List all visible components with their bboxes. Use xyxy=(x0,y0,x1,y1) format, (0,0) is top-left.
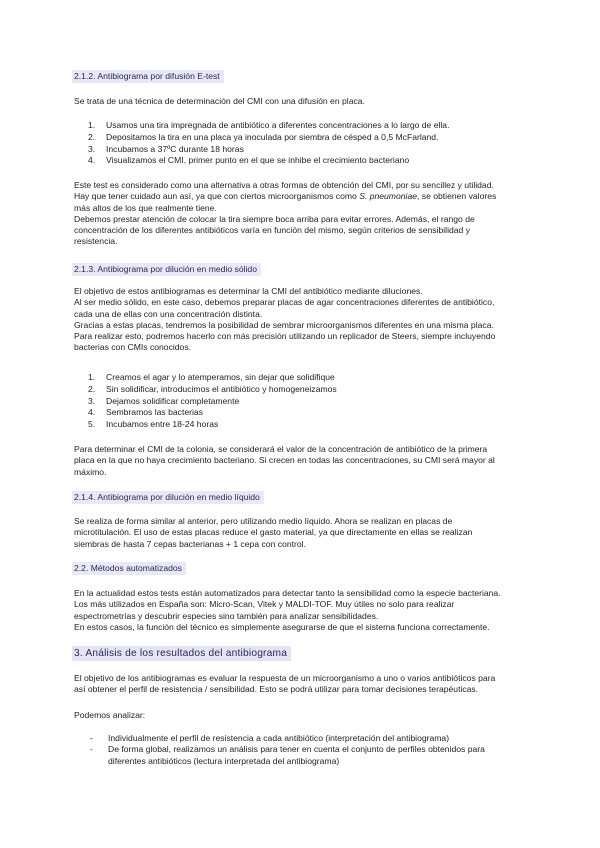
heading-analysis: 3. Análisis de los resultados del antibiograma xyxy=(72,646,291,661)
list-item: 4. Sembramos las bacterias xyxy=(88,407,203,418)
automated-paragraph: En la actualidad estos tests están automatizados para detectar tanto la sensibilidad como la especie bacteriana. Los más utilizados en España son: Micro-Scan, Vitek y MALDI-TOF. Muy útiles no solo para realizar espectrometrías y descubrir especies sino también para analizar sensibilidades. En estos casos, la función del técnico es simplemente asegurarse de que el sistema funciona correctamente. xyxy=(74,588,501,632)
analysis-bullets xyxy=(90,733,485,767)
list-item: 1. Creamos el agar y lo atemperamos, sin dejar que solidifique xyxy=(88,372,335,382)
analysis-lead: Podemos analizar: xyxy=(74,710,146,720)
heading-automated: 2.2. Métodos automatizados xyxy=(72,562,186,575)
list-item: 2. Sin solidificar, introducimos el antibiótico y homogeneizamos xyxy=(88,383,337,394)
list-item: 1. Usamos una tira impregnada de antibiótico a diferentes concentraciones a lo largo de ella. xyxy=(88,120,450,130)
etest-intro: Se trata de una técnica de determinación del CMI con una difusión en placa. xyxy=(74,96,365,106)
heading-etest: 2.1.2. Antibiograma por difusión E-test xyxy=(72,70,224,83)
solid-conclusion: Para determinar el CMI de la colonia, se considerará el valor de la concentración de antibiótico de la primera placa en la que no haya crecimiento bacteriano. Si crecen en todas las concentraciones, su CMI será mayor al máximo. xyxy=(74,444,495,477)
list-item: 2. Depositamos la tira en una placa ya inoculada por siembra de césped a 0,5 McFarland. xyxy=(88,131,439,142)
heading-solid: 2.1.3. Antibiograma por dilución en medio sólido xyxy=(72,263,261,276)
solid-steps xyxy=(88,372,337,431)
list-item: - Individualmente el perfil de resistencia a cada antibiótico (interpretación del antibiograma) xyxy=(90,733,450,743)
solid-paragraph: El objetivo de estos antibiogramas es determinar la CMI del antibiótico mediante diluciones. Al ser medio sólido, en este caso, debemos preparar placas de agar concentraciones diferentes de antibiótico, cada una de ellas con una concentración distinta. Gracias a estas placas, tendremos la posibilidad de sembrar microorganismos diferentes en una misma placa. Para realizar esto, podremos hacerlo con más precisión utilizando un replicador de Steers, siempre incluyendo bacterias con CMIs conocidos. xyxy=(74,286,496,353)
liquid-paragraph: Se realiza de forma similar al anterior, pero utilizando medio líquido. Ahora se realizan en placas de microtitulación. El uso de estas placas reduce el gasto material, ya que directamente en ellas se realizan siembras de hasta 7 cepas bacterianas + 1 cepa con control. xyxy=(74,516,473,549)
list-item: 5. Incubamos entre 18-24 horas xyxy=(88,419,219,430)
list-item: - De forma global, realizamos un análisis para tener en cuenta el conjunto de perfiles obtenidos para diferentes antibióticos (lectura interpretada del antibiograma) xyxy=(90,744,485,766)
list-item: 3. Incubamos a 37ºC durante 18 horas xyxy=(88,143,244,154)
list-item: 3. Dejamos solidificar completamente xyxy=(88,395,240,406)
heading-liquid: 2.1.4. Antibiograma por dilución en medio líquido xyxy=(72,491,264,504)
etest-paragraph: Este test es considerado como una alternativa a otras formas de obtención del CMI, por su sencillez y utilidad. Hay que tener cuidado aun así, ya que con ciertos microorganismos como S. pneumoniae, se obtienen valores más altos de los que realmente tiene. Debemos prestar atención de colocar la tira siempre boca arriba para evitar errores. Además, el rango de concentración de los diferentes antibióticos varía en función del mismo, según criterios de sensibilidad y resistencia. xyxy=(74,180,497,247)
etest-steps xyxy=(88,120,449,167)
list-item: 4. Visualizamos el CMI, primer punto en el que se inhibe el crecimiento bacteriano xyxy=(88,155,410,166)
analysis-paragraph: El objetivo de los antibiogramas es evaluar la respuesta de un microorganismo a uno o varios antibióticos para así obtener el perfil de resistencia / sensibilidad. Esto se podrá utilizar para tomar decisiones terapéuticas. xyxy=(74,673,496,695)
